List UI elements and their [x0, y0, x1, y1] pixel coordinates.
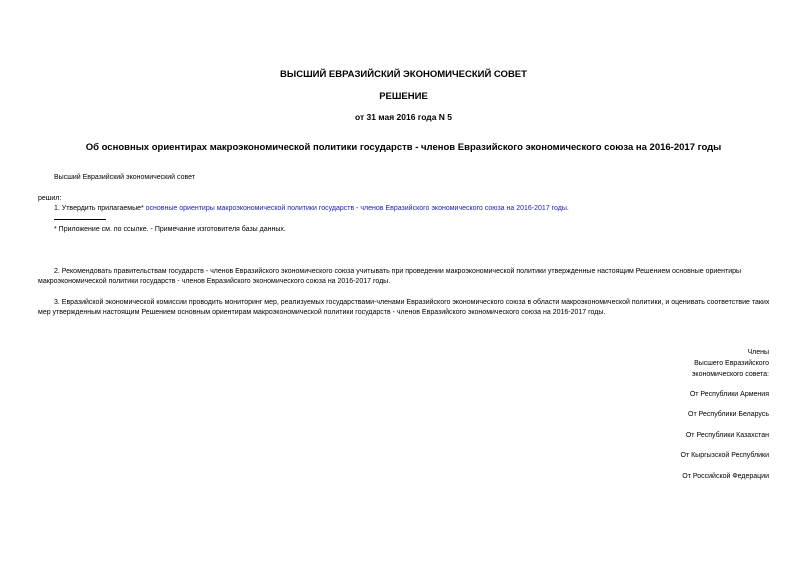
signature-kazakhstan: От Республики Казахстан	[685, 432, 769, 439]
footnote-divider	[54, 219, 106, 220]
item-1	[54, 204, 569, 214]
item-2: 2. Рекомендовать правительствам государств - членов Евразийского экономического союза учитывать при проведении макроэкономической политики утвержденные настоящим Решением основные ориентиры макроэкономической политики государств - членов Евразийского экономического союза на 2016-2017 годы.	[38, 268, 742, 285]
members-label-line-2: Высшего Евразийского	[694, 360, 769, 367]
guidelines-link[interactable]: основные ориентиры макроэкономической политики государств - членов Евразийского экономического союза на 2016-2017 годы	[145, 205, 567, 212]
council-heading: ВЫСШИЙ ЕВРАЗИЙСКИЙ ЭКОНОМИЧЕСКИЙ СОВЕТ	[280, 69, 527, 80]
date-number-heading: от 31 мая 2016 года N 5	[354, 112, 453, 122]
signature-armenia: От Республики Армения	[689, 391, 769, 398]
decided-text: решил:	[38, 195, 62, 202]
signature-russia: От Российской Федерации	[682, 473, 769, 480]
intro-text: Высший Евразийский экономический совет	[54, 174, 195, 181]
signature-belarus: От Республики Беларусь	[688, 411, 769, 418]
document-title: Об основных ориентирах макроэкономической политики государств - членов Евразийского экономического союза на 2016-2017 годы	[85, 142, 722, 153]
footnote-text: * Приложение см. по ссылке. - Примечание изготовителя базы данных.	[54, 226, 286, 233]
signature-kyrgyzstan: От Кыргызской Республики	[680, 452, 769, 459]
item-1-suffix: .	[566, 205, 569, 212]
document-type-heading: РЕШЕНИЕ	[379, 91, 428, 102]
members-label-line-1: Члены	[747, 349, 769, 356]
item-1-prefix: 1. Утвердить прилагаемые*	[54, 205, 146, 212]
item-3: 3. Евразийской экономической комиссии проводить мониторинг мер, реализуемых государствами-членами Евразийского экономического союза в области макроэкономической политики, и оценивать соответствие таких мер утвержденным настоящим Решением основным ориентирам макроэкономической политики государств - членов Евразийского экономического союза на 2016-2017 годы.	[38, 299, 770, 316]
members-label-line-3: экономического совета:	[691, 371, 769, 378]
